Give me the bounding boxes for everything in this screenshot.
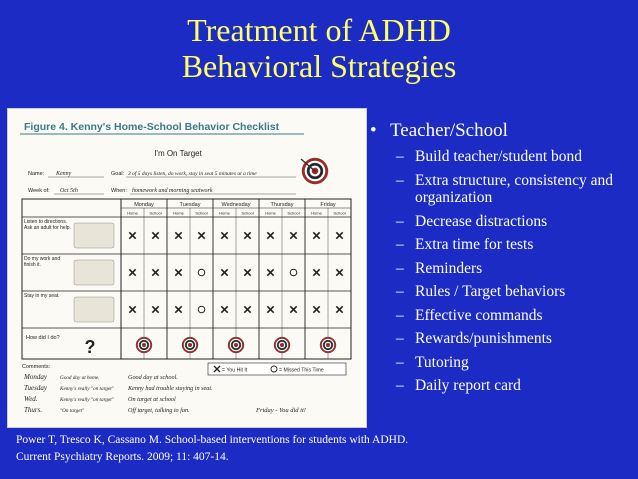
sub-bullet-label: Rewards/punishments (415, 330, 552, 347)
home-header: Home (127, 210, 138, 216)
goal-label: Goal: (111, 171, 125, 177)
sub-bullet-label: Reminders (415, 259, 483, 277)
goal-value: 3 of 5 days listen, do work, stay in seat 5 minutes at a time (128, 171, 257, 177)
comment-home: Kenny's really "on target" (60, 386, 114, 392)
row-label: Listen to directions. Ask an adult for help. (24, 219, 71, 231)
sub-bullet-label: Build teacher/student bond (415, 148, 583, 165)
result-target-icon (182, 337, 198, 353)
sub-bullet-item (370, 354, 634, 372)
friday-note: Friday - You did it! (256, 407, 306, 414)
sub-bullet-label: Effective commands (415, 306, 543, 324)
slide-title (0, 12, 638, 84)
sub-bullet-list (370, 148, 634, 395)
sub-bullet-item (370, 148, 634, 166)
school-header: School (241, 210, 254, 216)
row-illustration (74, 297, 114, 322)
missed-mark-icon (198, 269, 205, 276)
comment-school: On target at school (128, 396, 176, 403)
sub-bullet-label: Daily report card (415, 377, 521, 394)
sub-bullet-label: Tutoring (415, 353, 469, 371)
comment-home: Good day at home. (60, 375, 100, 381)
comment-day: Tuesday (24, 384, 47, 392)
figure-caption: Figure 4. Kenny's Home-School Behavior Checklist (24, 121, 280, 133)
day-header: Thursday (270, 202, 294, 208)
day-header: Friday (320, 202, 336, 208)
home-header: Home (173, 210, 184, 216)
citation-line-2: Current Psychiatry Reports. 2009; 11: 407-14. (16, 451, 229, 463)
comment-home: "On target" (60, 408, 85, 414)
week-label: Week of: (28, 188, 50, 194)
home-header: Home (219, 210, 230, 216)
comment-school: Off target, talking to fan. (128, 407, 190, 414)
week-value: Oct 5th (60, 188, 78, 194)
behavior-checklist-figure (7, 108, 367, 428)
bullet-dot-icon: • (370, 120, 377, 141)
main-bullet (370, 120, 634, 142)
comment-school: Good day at school. (128, 374, 178, 381)
dash-icon: – (396, 236, 404, 253)
home-header: Home (265, 210, 276, 216)
dash-icon: – (396, 306, 404, 324)
school-header: School (195, 210, 208, 216)
result-target-icon (136, 337, 152, 353)
sub-bullet-item (370, 172, 634, 207)
day-header: Wednesday (221, 202, 251, 208)
dash-icon: – (396, 330, 404, 347)
comments-label: Comments: (22, 364, 51, 370)
legend-hit-label: = You Hit It (222, 367, 248, 374)
sub-bullet-item (370, 213, 634, 231)
result-target-icon (274, 337, 290, 353)
result-target-icon (228, 337, 244, 353)
row-label: Stay in my seat. (24, 293, 60, 299)
sub-bullet-item (370, 260, 634, 278)
dash-icon: – (396, 283, 404, 300)
legend-missed-label: = Missed This Time (279, 367, 324, 374)
row-label-box (24, 256, 72, 289)
home-header: Home (311, 210, 322, 216)
row-label-box (24, 219, 72, 252)
row-label: Do my work and finish it. (24, 256, 61, 268)
title-line-1: Treatment of ADHD (187, 12, 451, 48)
dash-icon: – (396, 171, 404, 189)
dash-icon: – (396, 377, 404, 394)
school-header: School (333, 210, 346, 216)
when-label: When: (111, 188, 127, 194)
missed-mark-icon (198, 306, 205, 313)
title-line-2: Behavioral Strategies (181, 48, 457, 84)
sub-bullet-item (370, 377, 634, 395)
sub-bullet-item (370, 307, 634, 325)
result-target-icon (320, 337, 336, 353)
comment-day: Monday (24, 373, 47, 381)
citation-line-1: Power T, Tresco K, Cassano M. School-based interventions for students with ADHD. (16, 434, 409, 446)
question-mark: ? (84, 337, 96, 357)
missed-mark-icon (290, 269, 297, 276)
sub-bullet-item (370, 330, 634, 348)
comment-school: Kenny had trouble staying in seat. (128, 385, 213, 392)
comment-day: Thurs. (24, 406, 43, 414)
comment-day: Wed. (24, 395, 38, 403)
checklist-heading: I'm On Target (154, 149, 202, 158)
dash-icon: – (396, 353, 404, 371)
school-header: School (287, 210, 300, 216)
main-bullet-label: Teacher/School (390, 120, 508, 141)
day-header: Tuesday (179, 202, 201, 208)
row-illustration (74, 223, 114, 248)
checklist-svg (8, 109, 366, 427)
dash-icon: – (396, 148, 404, 165)
citation (16, 432, 408, 466)
comment-home: Kenny's really "on target" (60, 397, 114, 403)
bullet-list (370, 120, 634, 401)
how-label: How did I do? (26, 335, 60, 341)
row-illustration (74, 260, 114, 285)
dash-icon: – (396, 259, 404, 277)
name-value: Kenny (56, 171, 72, 177)
sub-bullet-item (370, 236, 634, 254)
sub-bullet-label: Decrease distractions (415, 212, 548, 230)
name-label: Name: (28, 171, 45, 177)
sub-bullet-item (370, 283, 634, 301)
sub-bullet-label: Extra structure, consistency and organization (415, 171, 613, 206)
row-label-box (24, 293, 72, 326)
sub-bullet-label: Rules / Target behaviors (415, 283, 566, 300)
day-header: Monday (134, 202, 154, 208)
dash-icon: – (396, 212, 404, 230)
sub-bullet-label: Extra time for tests (415, 236, 534, 253)
when-value: homework and morning seatwork (132, 188, 213, 194)
school-header: School (149, 210, 162, 216)
